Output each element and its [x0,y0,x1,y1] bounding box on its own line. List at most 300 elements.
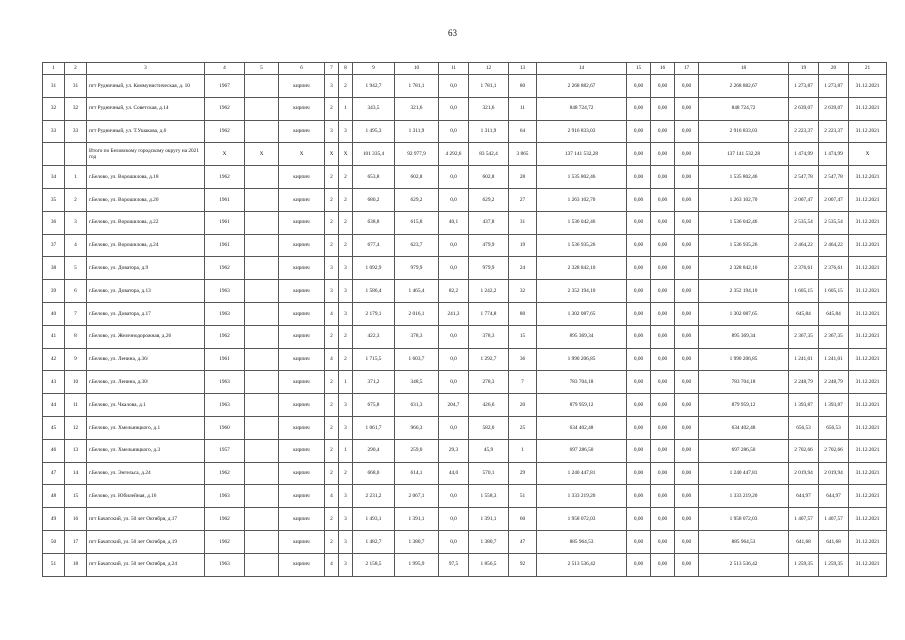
table-cell: 2 [339,325,353,348]
table-cell: 0,00 [675,508,699,531]
table-cell: 1 241,01 [819,348,849,371]
table-cell: 0,00 [627,166,651,189]
table-cell: 1 407,57 [819,508,849,531]
table-cell: кирпич [279,416,325,439]
table-cell: 1 958 072,03 [537,508,627,531]
table-cell: 2 547,78 [789,166,819,189]
table-cell: 1 [509,439,537,462]
table-cell [245,394,279,417]
table-cell: 0,00 [627,485,651,508]
table-cell [245,416,279,439]
table-cell: 1963 [205,553,245,576]
table-cell: 0,00 [675,166,699,189]
table-cell: 4 [325,485,339,508]
table-row [43,188,887,211]
table-cell: 1962 [205,508,245,531]
table-cell: 1 259,35 [819,553,849,576]
table-cell: 2 [325,234,339,257]
table-cell: 31 [509,211,537,234]
address-cell: Итого по Беловскому городскому округу на 2021 год [87,143,205,166]
table-cell: 0,00 [675,485,699,508]
table-cell: 1 856,5 [469,553,509,576]
table-cell: 31.12.2021 [849,530,887,553]
table-cell: 2 [325,325,339,348]
table-cell: 1 393,87 [789,394,819,417]
address-cell: г.Белово, ул. Юбилейная, д.16 [87,485,205,508]
table-cell: 0,00 [675,257,699,280]
table-cell: 32 [509,280,537,303]
table-cell: 4 [325,348,339,371]
table-cell: 602,8 [395,166,439,189]
table-cell: кирпич [279,371,325,394]
column-number: 10 [395,63,439,75]
table-row [43,302,887,325]
table-cell: 1 333 219,20 [699,485,789,508]
table-cell: 31.12.2021 [849,485,887,508]
table-cell: 3 [325,75,339,98]
table-cell [245,302,279,325]
table-row [43,166,887,189]
table-cell: 656,53 [789,416,819,439]
table-cell: 2 [339,188,353,211]
table-cell: 2 376,61 [789,257,819,280]
table-cell: кирпич [279,302,325,325]
table-cell: 9 [65,348,87,371]
address-cell: г.Белово, ул. Хмельницкого, д.3 [87,439,205,462]
table-cell: кирпич [279,325,325,348]
table-cell [245,166,279,189]
table-cell: 2 [325,394,339,417]
table-cell: 422,3 [353,325,395,348]
table-cell: 31.12.2021 [849,166,887,189]
table-cell: 3 [339,553,353,576]
table-cell: 44 [43,394,65,417]
table-cell: 60 [509,508,537,531]
table-cell: 0,00 [627,188,651,211]
table-cell: 0,0 [439,348,469,371]
table-cell: 0,00 [675,371,699,394]
table-row [43,211,887,234]
table-cell: 0,00 [651,439,675,462]
table-cell: кирпич [279,439,325,462]
table-cell: 1 263 102,70 [699,188,789,211]
table-cell: 290,4 [353,439,395,462]
table-cell: 12 [65,416,87,439]
table-cell: 31.12.2021 [849,553,887,576]
column-number-row [43,63,887,75]
table-cell: 39 [43,280,65,303]
table-cell: 82,2 [439,280,469,303]
table-cell: 1 995,9 [395,553,439,576]
table-cell: 1967 [205,75,245,98]
table-cell: 697 286,50 [699,439,789,462]
table-row [43,416,887,439]
table-cell: 1 493,1 [353,508,395,531]
table-cell: 24 [509,257,537,280]
table-cell: 2 352 194,10 [537,280,627,303]
table-cell: 0,00 [651,302,675,325]
table-cell: 2 231,2 [353,485,395,508]
table-cell: 97,5 [439,553,469,576]
column-number: 14 [537,63,627,75]
table-cell: 31.12.2021 [849,120,887,143]
table-cell: 0,00 [675,143,699,166]
table-cell: 101 335,4 [353,143,395,166]
table-cell: 1 302 087,65 [699,302,789,325]
table-cell: 1 311,9 [395,120,439,143]
table-cell: 1 391,1 [395,508,439,531]
table-cell: 614,1 [395,462,439,485]
table-cell: 2 916 833,03 [537,120,627,143]
table-cell: 80 [509,75,537,98]
table-cell: 1962 [205,120,245,143]
table-cell: 1 242,2 [469,280,509,303]
table-cell: 1 380,7 [395,530,439,553]
address-cell: г.Белово, ул. Чкалова, д.1 [87,394,205,417]
table-cell: 895 369,34 [699,325,789,348]
table-cell: 29,3 [439,439,469,462]
table-cell: 137 141 532,28 [537,143,627,166]
table-cell: 0,00 [627,416,651,439]
table-cell: 1961 [205,211,245,234]
table-cell: 3 [339,280,353,303]
table-cell: 3 [339,508,353,531]
table-cell: 1 535 802,46 [699,166,789,189]
table-cell: 83 542,4 [469,143,509,166]
address-cell: г.Белово, ул. Железнодорожная, д.26 [87,325,205,348]
table-cell: 241,3 [439,302,469,325]
table-cell: 2 [339,348,353,371]
column-number: 16 [651,63,675,75]
table-cell: 2 [325,371,339,394]
table-cell: 2 [325,188,339,211]
table-cell: 0,00 [651,508,675,531]
table-cell: 2 [339,166,353,189]
table-cell: 2 [325,97,339,120]
table-cell: 0,00 [651,325,675,348]
table-cell: 64 [509,120,537,143]
table-cell: 0,0 [439,325,469,348]
table-cell: 641,68 [819,530,849,553]
table-cell: 4 [325,553,339,576]
table-cell: 1962 [205,530,245,553]
table-cell: кирпич [279,97,325,120]
table-row [43,553,887,576]
column-number: 7 [325,63,339,75]
table-cell: 0,0 [439,530,469,553]
table-cell: 3 [65,211,87,234]
table-cell [245,553,279,576]
table-cell: 45,9 [469,439,509,462]
table-cell: 0,00 [675,302,699,325]
table-cell: 1 061,7 [353,416,395,439]
address-cell: г.Белово, ул. Ворошилова, д.20 [87,188,205,211]
address-cell: г.Белово, ул. Ленина, д.36/ [87,348,205,371]
table-cell: 15 [65,485,87,508]
table-cell: 1962 [205,257,245,280]
table-cell [245,439,279,462]
table-row [43,394,887,417]
table-cell: 31.12.2021 [849,462,887,485]
table-cell: 0,00 [675,553,699,576]
table-cell: 615,8 [395,211,439,234]
table-cell: 3 [325,120,339,143]
table-cell: 2 [325,508,339,531]
table-row [43,530,887,553]
table-row [43,280,887,303]
table-cell: 3 [339,394,353,417]
housing-register-table [42,62,887,577]
table-cell: 7 [509,371,537,394]
table-row [43,257,887,280]
table-row [43,508,887,531]
table-cell: 0,00 [675,211,699,234]
table-cell: 697 286,50 [537,439,627,462]
table-cell: 783 704,18 [537,371,627,394]
table-cell [245,530,279,553]
table-cell: 1 536 042,46 [699,211,789,234]
table-cell: кирпич [279,75,325,98]
table-cell: 40 [43,302,65,325]
table-cell: X [849,143,887,166]
table-cell: 4 [65,234,87,257]
table-cell: 0,0 [439,188,469,211]
table-cell: 1 [339,439,353,462]
table-cell: 0,00 [651,143,675,166]
table-cell: 0,00 [651,462,675,485]
table-cell: 2 [325,462,339,485]
table-cell: 2 352 194,10 [699,280,789,303]
table-cell [245,508,279,531]
table-cell: 45 [43,416,65,439]
address-cell: пгт Бачатский, ул. 50 лет Октября, д.24 [87,553,205,576]
table-cell: 2 248,79 [789,371,819,394]
address-cell: г.Белово, ул. Хмельницкого, д.1 [87,416,205,439]
table-cell: 979,9 [395,257,439,280]
table-cell: 18 [65,553,87,576]
table-cell: 0,00 [675,416,699,439]
table-cell: 38 [43,257,65,280]
table-cell: 2 [339,234,353,257]
table-cell: 426,6 [469,394,509,417]
table-cell: 1 536 935,26 [537,234,627,257]
table-cell: 321,6 [395,97,439,120]
table-cell: 2 367,35 [789,325,819,348]
table-cell: 1960 [205,416,245,439]
table-cell [43,143,65,166]
table-cell: кирпич [279,188,325,211]
table-cell: 35 [43,188,65,211]
table-cell: 1 259,35 [789,553,819,576]
column-number: 11 [439,63,469,75]
table-row [43,348,887,371]
address-cell: г.Белово, ул. Доватора, д.17 [87,302,205,325]
table-cell: 0,00 [675,234,699,257]
table-cell: 2 464,22 [789,234,819,257]
table-cell: 14 [65,462,87,485]
table-cell [245,325,279,348]
address-cell: г.Белово, ул. Ленина, д.30/ [87,371,205,394]
table-cell [245,120,279,143]
table-cell: 41 [43,325,65,348]
table-cell: 879 959,12 [699,394,789,417]
table-cell [245,97,279,120]
table-cell: 2 248,79 [819,371,849,394]
table-cell: 1 391,1 [469,508,509,531]
table-cell: 0,00 [675,439,699,462]
table-cell: 2 367,35 [819,325,849,348]
table-cell: 343,5 [353,97,395,120]
table-cell: 570,1 [469,462,509,485]
table-cell: 0,00 [627,257,651,280]
table-cell: 2 639,07 [819,97,849,120]
table-cell: 3 [339,530,353,553]
table-cell: 378,3 [395,325,439,348]
table-cell: 885 964,53 [699,530,789,553]
table-cell: 1 942,7 [353,75,395,98]
table-cell: 2 223,37 [819,120,849,143]
table-cell: 1 781,1 [395,75,439,98]
table-row [43,439,887,462]
table-cell: 2 702,66 [789,439,819,462]
table-cell: 2 464,22 [819,234,849,257]
table-cell: 2 513 536,42 [537,553,627,576]
table-cell: 1961 [205,188,245,211]
table-cell: 31.12.2021 [849,348,887,371]
table-cell: 0,0 [439,508,469,531]
table-cell: 36 [509,348,537,371]
table-row [43,462,887,485]
column-number: 1 [43,63,65,75]
table-cell: 644,97 [789,485,819,508]
table-cell: 1 302 087,65 [537,302,627,325]
table-cell: 0,00 [675,188,699,211]
table-cell: 13 [65,439,87,462]
table-cell: 675,8 [353,394,395,417]
address-cell: г.Белово, ул. Ворошилова, д.24 [87,234,205,257]
table-cell: 1961 [205,348,245,371]
table-cell: 1 586,4 [353,280,395,303]
table-cell: X [245,143,279,166]
table-cell: 1 558,3 [469,485,509,508]
table-cell: кирпич [279,211,325,234]
table-cell: 2 328 842,10 [537,257,627,280]
table-cell: кирпич [279,530,325,553]
table-cell: 31.12.2021 [849,280,887,303]
table-cell: 2 268 882,67 [699,75,789,98]
table-cell: 1 263 102,70 [537,188,627,211]
table-cell: кирпич [279,166,325,189]
table-cell: 1963 [205,371,245,394]
table-cell: 0,00 [651,97,675,120]
table-cell: 2 [325,416,339,439]
table-cell: 1962 [205,462,245,485]
table-cell: 4 [325,302,339,325]
table-cell [245,462,279,485]
table-cell: 31.12.2021 [849,75,887,98]
table-cell: 33 [43,120,65,143]
table-cell: 1 715,5 [353,348,395,371]
table-cell: 0,00 [675,394,699,417]
table-cell: 2 179,1 [353,302,395,325]
table-cell: 3 [339,257,353,280]
table-cell: 2 [339,462,353,485]
table-cell: 321,6 [469,97,509,120]
table-cell: 0,00 [651,234,675,257]
address-cell: пгт Рудничный, ул. Советская, д.14 [87,97,205,120]
table-cell: 50 [43,530,65,553]
table-cell: 0,00 [627,302,651,325]
table-cell: 631,3 [395,394,439,417]
column-number: 13 [509,63,537,75]
table-cell: 2 016,1 [395,302,439,325]
table-cell: 29 [509,462,537,485]
table-cell: 1963 [205,485,245,508]
table-cell: 2 [339,211,353,234]
table-cell [65,143,87,166]
column-number: 2 [65,63,87,75]
table-cell: 3 [339,485,353,508]
column-number: 9 [353,63,395,75]
table-cell: 0,00 [651,188,675,211]
table-cell: 1 273,87 [789,75,819,98]
table-cell: 16 [65,508,87,531]
table-cell: кирпич [279,280,325,303]
table-cell: 1 605,15 [789,280,819,303]
table-cell: 0,0 [439,75,469,98]
table-cell: 641,68 [789,530,819,553]
table-cell: 1 605,15 [819,280,849,303]
table-cell: 31.12.2021 [849,508,887,531]
address-cell: г.Белово, ул. Энгельса, д.24 [87,462,205,485]
column-number: 15 [627,63,651,75]
table-cell: 15 [509,325,537,348]
table-cell: 0,00 [627,325,651,348]
table-cell: 1 536 042,46 [537,211,627,234]
table-cell: 1 603,7 [395,348,439,371]
table-cell: 3 [339,416,353,439]
table-cell: 5 [65,257,87,280]
table-cell: 0,00 [651,348,675,371]
table-cell: 31.12.2021 [849,439,887,462]
table-cell: 668,0 [353,462,395,485]
table-cell: 31.12.2021 [849,211,887,234]
table-cell: 0,00 [651,280,675,303]
table-cell: 979,9 [469,257,509,280]
table-cell: X [339,143,353,166]
table-cell: 3 [339,120,353,143]
address-cell: г.Белово, ул. Доватора, д.9 [87,257,205,280]
table-cell [245,211,279,234]
table-cell: 36 [43,211,65,234]
table-cell: 0,00 [627,508,651,531]
table-cell: 2 019,94 [789,462,819,485]
table-cell: 137 141 532,28 [699,143,789,166]
table-cell: 378,3 [469,325,509,348]
table-cell: кирпич [279,553,325,576]
table-cell: 1 273,87 [819,75,849,98]
table-row [43,325,887,348]
table-cell: 51 [43,553,65,576]
table-cell: X [325,143,339,166]
table-cell: 32 [65,97,87,120]
table-cell: 634 402,48 [537,416,627,439]
table-cell: 848 724,72 [537,97,627,120]
table-cell: 0,00 [651,211,675,234]
table-cell: 0,00 [627,553,651,576]
table-cell: кирпич [279,348,325,371]
table-cell: 1963 [205,302,245,325]
